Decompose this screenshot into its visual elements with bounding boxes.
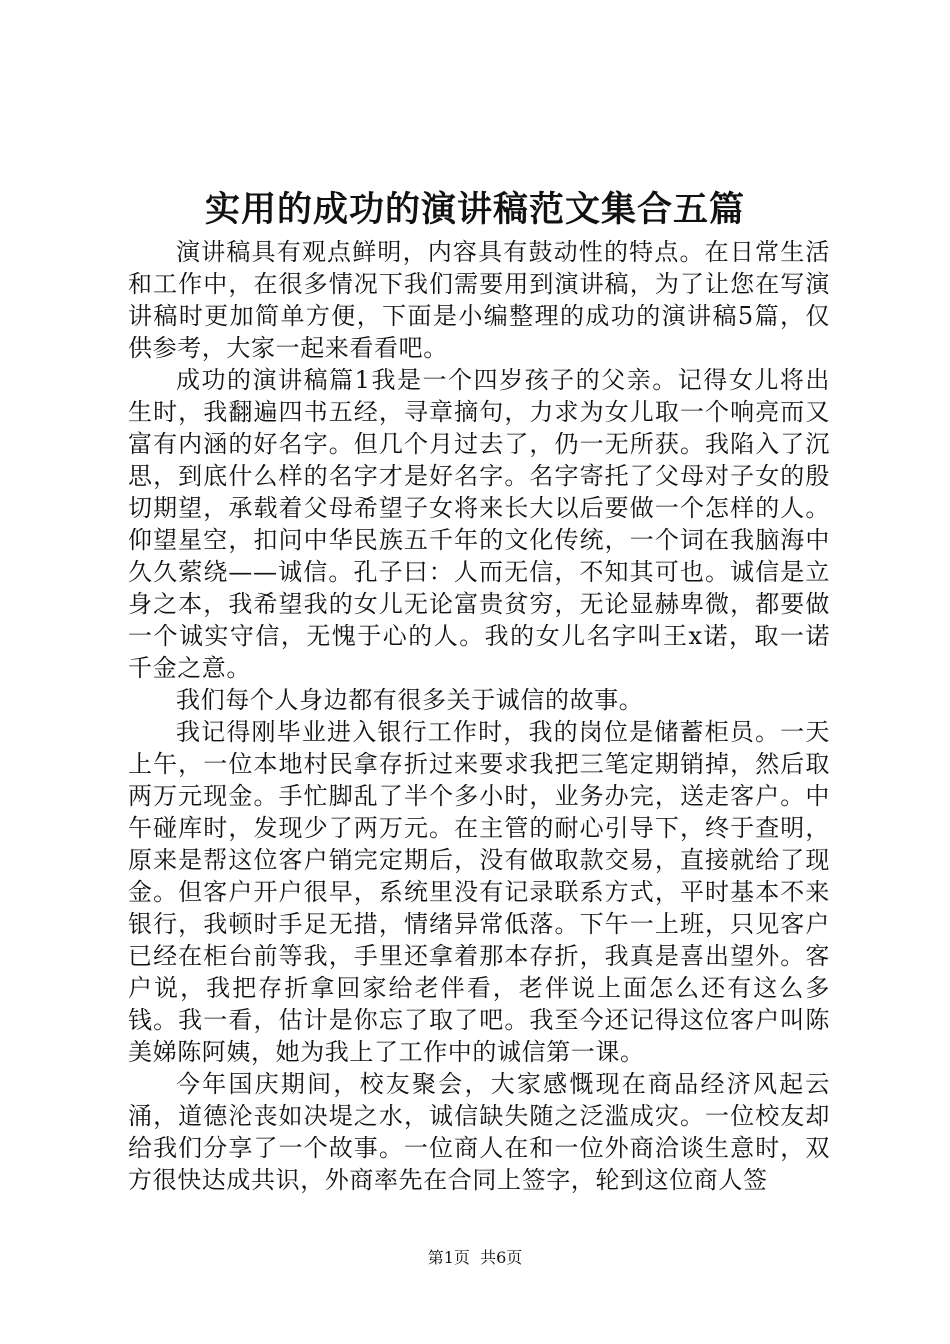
paragraph-bank-story: 我记得刚毕业进入银行工作时，我的岗位是储蓄柜员。一天上午，一位本地村民拿存折过来要求我把三笔定期销掉，然后取两万元现金。手忙脚乱了半个多小时，业务办完，送走客户。中午碰库时，发现少了两万元。在主管的耐心引导下，终于查明，原来是帮这位客户销完定期后，没有做取款交易，直接就给了现金。但客户开户很早，系统里没有记录联系方式，平时基本不来银行，我顿时手足无措，情绪异常低落。下午一上班，只见客户已经在柜台前等我，手里还拿着那本存折，我真是喜出望外。客户说，我把存折拿回家给老伴看，老伴说上面怎么还有这么多钱。我一看，估计是你忘了取了吧。我至今还记得这位客户叫陈美娣陈阿姨，她为我上了工作中的诚信第一课。 bbox=[128, 718, 830, 1066]
page-total: 共6页 bbox=[480, 1248, 523, 1267]
paragraph-speech-1: 成功的演讲稿篇1我是一个四岁孩子的父亲。记得女儿将出生时，我翻遍四书五经，寻章摘句，力求为女儿取一个响亮而又富有内涵的好名字。但几个月过去了，仍一无所获。我陷入了沉思，到底什么样的名字才是好名字。名字寄托了父母对子女的殷切期望，承载着父母希望子女将来长大以后要做一个怎样的人。仰望星空，扣问中华民族五千年的文化传统，一个词在我脑海中久久萦绕——诚信。孔子曰：人而无信，不知其可也。诚信是立身之本，我希望我的女儿无论富贵贫穷，无论显赫卑微，都要做一个诚实守信，无愧于心的人。我的女儿名字叫王x诺，取一诺千金之意。 bbox=[128, 366, 830, 682]
page-footer bbox=[0, 1247, 950, 1269]
paragraph-integrity-stories: 我们每个人身边都有很多关于诚信的故事。 bbox=[176, 686, 644, 714]
paragraph-reunion-story: 今年国庆期间，校友聚会，大家感慨现在商品经济风起云涌，道德沦丧如决堤之水，诚信缺失随之泛滥成灾。一位校友却给我们分享了一个故事。一位商人在和一位外商洽谈生意时，双方很快达成共识，外商率先在合同上签字，轮到这位商人签 bbox=[128, 1070, 830, 1194]
page-number: 第1页 bbox=[427, 1248, 470, 1267]
document-body bbox=[128, 236, 830, 1196]
paragraph-intro: 演讲稿具有观点鲜明，内容具有鼓动性的特点。在日常生活和工作中，在很多情况下我们需要用到演讲稿，为了让您在写演讲稿时更加简单方便，下面是小编整理的成功的演讲稿5篇，仅供参考，大家一起来看看吧。 bbox=[128, 238, 830, 362]
document-title: 实用的成功的演讲稿范文集合五篇 bbox=[204, 189, 745, 230]
